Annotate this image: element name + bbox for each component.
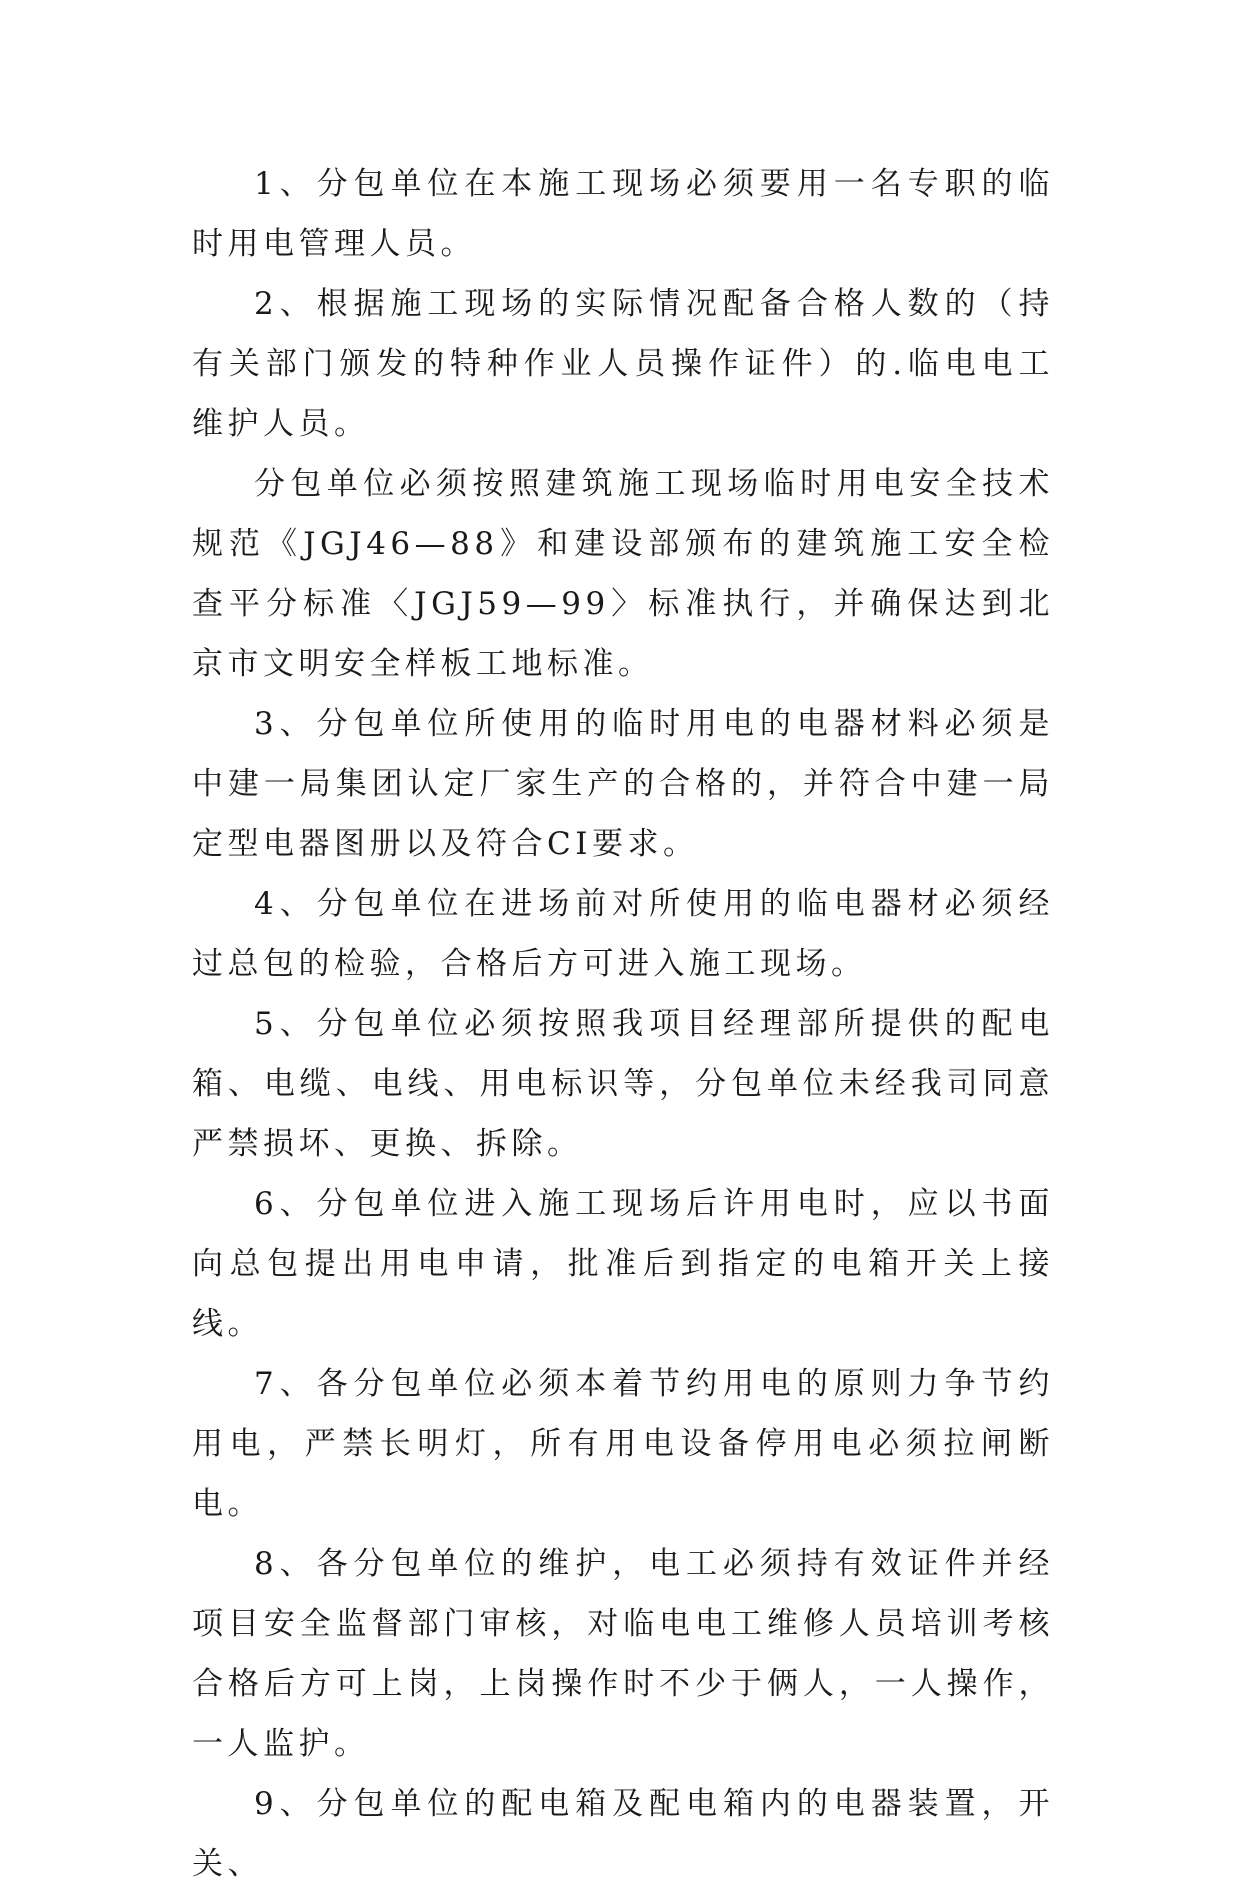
paragraph-4: 3、分包单位所使用的临时用电的电器材料必须是中建一局集团认定厂家生产的合格的，并符合中建一局定型电器图册以及符合CI要求。: [192, 706, 1054, 862]
paragraph-2: 2、根据施工现场的实际情况配备合格人数的（持有关部门颁发的特种作业人员操作证件）的.临电电工维护人员。: [192, 286, 1054, 442]
paragraph-10: 9、分包单位的配电箱及配电箱内的电器装置，开关、: [192, 1786, 1054, 1882]
paragraph-9: 8、各分包单位的维护，电工必须持有效证件并经项目安全监督部门审核，对临电电工维修人员培训考核合格后方可上岗，上岗操作时不少于俩人，一人操作，一人监护。: [192, 1546, 1054, 1762]
paragraph-3: 分包单位必须按照建筑施工现场临时用电安全技术规范《JGJ46—88》和建设部颁布的建筑施工安全检查平分标准〈JGJ59—99〉标准执行，并确保达到北京市文明安全样板工地标准。: [192, 466, 1054, 682]
paragraph-8: 7、各分包单位必须本着节约用电的原则力争节约用电，严禁长明灯，所有用电设备停用电必须拉闸断电。: [192, 1366, 1054, 1522]
paragraph-6: 5、分包单位必须按照我项目经理部所提供的配电箱、电缆、电线、用电标识等，分包单位未经我司同意严禁损坏、更换、拆除。: [192, 1006, 1054, 1162]
paragraph-7: 6、分包单位进入施工现场后许用电时，应以书面向总包提出用电申请，批准后到指定的电箱开关上接线。: [192, 1186, 1054, 1342]
paragraph-5: 4、分包单位在进场前对所使用的临电器材必须经过总包的检验，合格后方可进入施工现场。: [192, 886, 1054, 982]
document-body: [192, 154, 1054, 1894]
paragraph-1: 1、分包单位在本施工现场必须要用一名专职的临时用电管理人员。: [192, 166, 1054, 262]
